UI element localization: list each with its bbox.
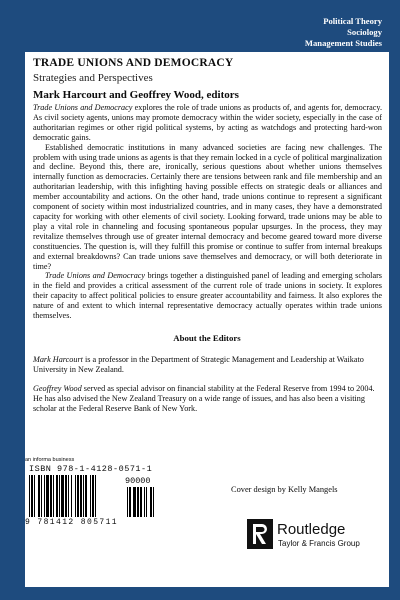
category-political-theory: Political Theory [323,16,382,26]
editor-name: Mark Harcourt [33,355,83,364]
bio-text: served as special advisor on financial stability at the Federal Reserve from 1994 to 2004. He has also advised the New Zealand Treasury on a wide range of issues, and has also been a visiting scholar at the Federal Reserve Bank of New York. [33,384,375,413]
barcode-bar [61,475,64,517]
bio-text: is a professor in the Department of Strategic Management and Leadership at Waikato University in New Zealand. [33,355,364,374]
book-editors: Mark Harcourt and Geoffrey Wood, editors [33,89,239,101]
editor-bio-wood [33,384,382,414]
addon-bar [127,487,128,517]
barcode-bar [56,475,58,517]
barcode-bar [34,475,35,517]
editor-bio-harcourt [33,355,382,375]
paragraph-text: explores the role of trade unions as products of, and agents for, democracy. As civil society agents, unions may promote democracy within the wider society, especially in the case of authoritarian regimes or other rigid political systems, by acting as watchdogs and protecting hard-won democratic gains. [33,103,382,142]
book-title: TRADE UNIONS AND DEMOCRACY [33,57,234,69]
cover-design-credit: Cover design by Kelly Mangels [231,485,338,494]
publisher-group: Taylor & Francis Group [278,539,360,548]
book-subtitle: Strategies and Perspectives [33,72,153,84]
barcode-bar [59,475,60,517]
barcode-bar [44,475,45,517]
editor-name: Geoffrey Wood [33,384,82,393]
barcode-digits: 9 781412 805711 [25,518,119,527]
barcode-bar [65,475,67,517]
addon-bar [153,487,154,517]
barcode-bar [85,475,87,517]
addon-bar [150,487,152,517]
book-description [33,103,382,321]
content-panel [25,52,389,587]
category-sociology: Sociology [347,27,382,37]
addon-bar [140,487,142,517]
paragraph-text: brings together a distinguished panel of leading and emerging scholars in the field and provides a critical assessment of the current role of trade unions in society. It explores their capacity to affect political policies to ensure greater accountability and fairness. It also explores the nature of and extent to which internal representative democracy actually operates within trade unions themselves. [33,271,382,321]
title-reference: Trade Unions and Democracy [33,103,133,112]
barcode-bar [50,475,52,517]
barcode-bar [41,475,42,517]
barcode-bar [92,475,94,517]
addon-bar [144,487,145,517]
isbn-barcode [25,464,163,532]
price-addon: 90000 [125,476,151,486]
barcode-bar [29,475,30,517]
routledge-mark-icon [247,519,273,549]
description-paragraph-2: Established democratic institutions in many advanced societies are facing new challenges. The problem with using trade unions as agents is that they remain locked in a cycle of political marginalization and decline. Beyond this, there are, ironically, serious questions about whether unions themselves internally function as democracies. Certainly there are tensions between rank and file membership and an authoritarian leadership, with this infighting having possible effects on strategic deals or alliances and member accountability and actions. On the other hand, trade unions continue to represent a significant component of society within most industrialized countries, and in many cases, they have a demonstrated capacity for working with other elements of civil society. Looking forward, trade unions may be able to play a vital role in channeling and focusing spontaneous popular upsurges. In the process, they may revitalize themselves through use of greater internal democracy and become geared toward more diverse constituencies. The question is, will they fulfill this promise or continue to suffer from internal breakups and external breakdowns? Can trade unions save themselves and democracy, or will both deteriorate in time? [33,142,382,271]
barcode-bar [75,475,76,517]
barcode-bar [31,475,33,517]
barcode-bar [95,475,96,517]
addon-bar [129,487,131,517]
barcode-bar [53,475,54,517]
title-reference: Trade Unions and Democracy [45,271,146,281]
addon-bar [137,487,139,517]
barcode-bar [68,475,69,517]
addon-bar [146,487,147,517]
description-paragraph-1 [33,103,382,143]
barcode-bar [46,475,49,517]
barcode-bar [83,475,84,517]
description-paragraph-3 [33,271,382,321]
category-management-studies: Management Studies [304,38,382,48]
barcode-bar [80,475,82,517]
subject-categories [305,16,382,49]
barcode-bar [38,475,40,517]
publisher-name: Routledge [277,521,346,538]
addon-bar [133,487,136,517]
about-editors-heading: About the Editors [173,333,241,343]
barcode-bar [71,475,72,517]
barcode-bar [90,475,91,517]
isbn-number: ISBN 978-1-4128-0571-1 [29,464,153,474]
informa-tag: an informa business [25,457,75,463]
barcode-bar [77,475,79,517]
